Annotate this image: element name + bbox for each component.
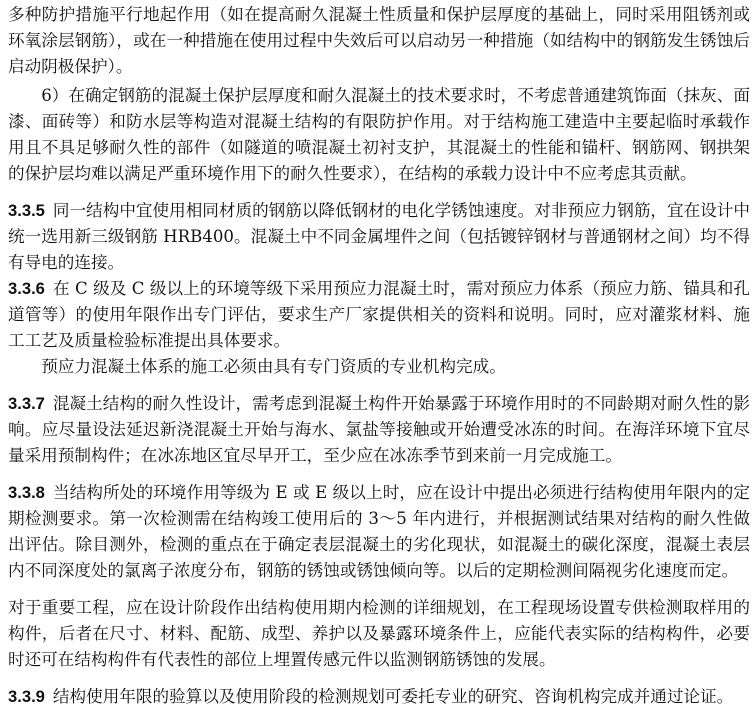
paragraph-text: 多种防护措施平行地起作用（如在提高耐久混凝土性质量和保护层厚度的基础上，同时采用阻锈剂或环氧涂层钢筋），或在一种措施在使用过程中失效后可以启动另一种措施（如结构中的钢筋发生锈蚀后启动阴极保护）。 <box>8 5 750 76</box>
clause-3-3-8 <box>8 480 750 584</box>
clause-text: 结构使用年限的验算以及使用阶段的检测规划可委托专业的研究、咨询机构完成并通过论证。 <box>52 687 734 706</box>
clause-number: 3.3.5 <box>8 201 45 220</box>
paragraph-item-6 <box>8 83 750 187</box>
clause-text: 混凝土结构的耐久性设计，需考虑到混凝土构件开始暴露于环境作用时的不同龄期对耐久性的影响。应尽量设法延迟新浇混凝土开始与海水、氯盐等接触或开始遭受冰冻的时间。在海洋环境下宜尽量采用预制构件；在冰冻地区宜尽早开工，至少应在冰冻季节到来前一月完成施工。 <box>8 394 750 465</box>
clause-number: 3.3.8 <box>8 483 45 502</box>
paragraph-important-projects <box>8 595 750 673</box>
paragraph-text: 对于重要工程，应在设计阶段作出结构使用期内检测的详细规划，在工程现场设置专供检测取样用的构件，后者在尺寸、材料、配筋、成型、养护以及暴露环境条件上，应能代表实际的结构构件，必要时还可在结构构件有代表性的部位上埋置传感元件以监测钢筋锈蚀的发展。 <box>8 598 750 669</box>
clause-3-3-7 <box>8 391 750 469</box>
paragraph-text: 6）在确定钢筋的混凝土保护层厚度和耐久混凝土的技术要求时，不考虑普通建筑饰面（抹灰、面漆、面砖等）和防水层等构造对混凝土结构的有限防护作用。对于结构施工建造中主要起临时承载作用且不具足够耐久性的部件（如隧道的喷混凝土初衬支护，其混凝土的性能和锚杆、钢筋网、钢拱架的保护层均难以满足严重环境作用下的耐久性要求），在结构的承载力设计中不应考虑其贡献。 <box>8 86 750 183</box>
clause-number: 3.3.6 <box>8 279 45 298</box>
clause-3-3-9 <box>8 684 750 710</box>
clause-text: 在 C 级及 C 级以上的环境等级下采用预应力混凝土时，需对预应力体系（预应力筋、锚具和孔道管等）的使用年限作出专门评估，要求生产厂家提供相关的资料和说明。同时，应对灌浆材料、施工工艺及质量检验标准提出具体要求。 <box>8 279 750 350</box>
paragraph-text: 预应力混凝土体系的施工必须由具有专门资质的专业机构完成。 <box>41 357 506 376</box>
clause-number: 3.3.7 <box>8 394 45 413</box>
clause-number: 3.3.9 <box>8 687 45 706</box>
clause-3-3-5 <box>8 198 750 276</box>
clause-text: 当结构所处的环境作用等级为 E 或 E 级以上时，应在设计中提出必须进行结构使用年限内的定期检测要求。第一次检测需在结构竣工使用后的 3～5 年内进行，并根据测试结果对结构的耐久性做出评估。除目测外，检测的重点在于确定表层混凝土的劣化现状，如混凝土的碳化深度，混凝土表层内不同深度处的氯离子浓度分布，钢筋的锈蚀或锈蚀倾向等。以后的定期检测间隔视劣化速度而定。 <box>8 483 750 580</box>
paragraph-prestress-construction <box>8 354 750 380</box>
paragraph-protection-measures <box>8 2 750 80</box>
clause-3-3-6 <box>8 276 750 354</box>
clause-text: 同一结构中宜使用相同材质的钢筋以降低钢材的电化学锈蚀速度。对非预应力钢筋，宜在设计中统一选用新三级钢筋 HRB400。混凝土中不同金属埋件之间（包括镀锌钢材与普通钢材之间）均不得有导电的连接。 <box>8 201 750 272</box>
